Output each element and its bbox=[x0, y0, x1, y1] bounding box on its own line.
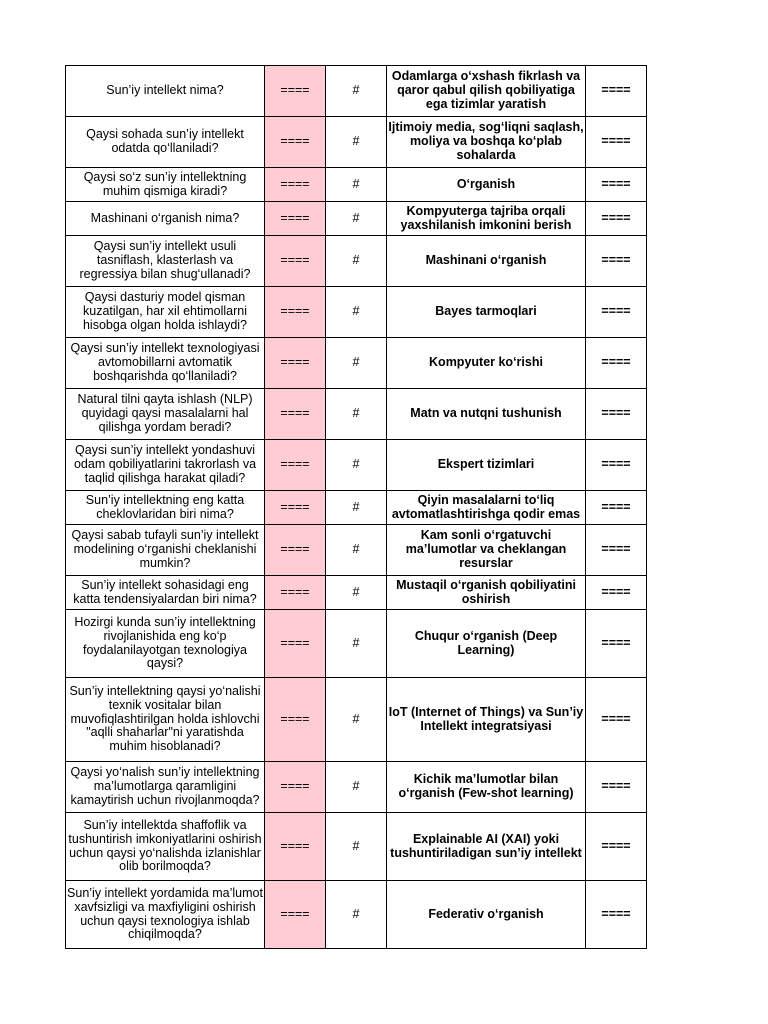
separator-cell: ==== bbox=[265, 202, 326, 236]
table-row bbox=[66, 236, 647, 287]
separator-cell: ==== bbox=[265, 66, 326, 117]
hash-cell: # bbox=[326, 491, 387, 525]
hash-cell: # bbox=[326, 117, 387, 168]
quiz-table-body bbox=[66, 66, 647, 949]
hash-cell: # bbox=[326, 525, 387, 576]
hash-cell: # bbox=[326, 287, 387, 338]
hash-cell: # bbox=[326, 576, 387, 610]
question-cell: Qaysi sabab tufayli sun’iy intellekt modelining o‘rganishi cheklanishi mumkin? bbox=[66, 525, 265, 576]
separator-cell: ==== bbox=[586, 576, 647, 610]
separator-cell: ==== bbox=[586, 287, 647, 338]
hash-cell: # bbox=[326, 66, 387, 117]
question-cell: Sun’iy intellekt sohasidagi eng katta tendensiyalardan biri nima? bbox=[66, 576, 265, 610]
separator-cell: ==== bbox=[265, 525, 326, 576]
answer-cell: Kompyuter ko‘rishi bbox=[387, 338, 586, 389]
separator-cell: ==== bbox=[265, 881, 326, 949]
separator-cell: ==== bbox=[586, 881, 647, 949]
separator-cell: ==== bbox=[586, 168, 647, 202]
hash-cell: # bbox=[326, 389, 387, 440]
hash-cell: # bbox=[326, 168, 387, 202]
separator-cell: ==== bbox=[586, 202, 647, 236]
answer-cell: Mashinani o‘rganish bbox=[387, 236, 586, 287]
separator-cell: ==== bbox=[586, 66, 647, 117]
question-cell: Mashinani o‘rganish nima? bbox=[66, 202, 265, 236]
hash-cell: # bbox=[326, 338, 387, 389]
separator-cell: ==== bbox=[265, 287, 326, 338]
separator-cell: ==== bbox=[265, 491, 326, 525]
quiz-table bbox=[65, 65, 647, 949]
table-row bbox=[66, 678, 647, 762]
table-row bbox=[66, 202, 647, 236]
separator-cell: ==== bbox=[265, 678, 326, 762]
table-row bbox=[66, 117, 647, 168]
answer-cell: O‘rganish bbox=[387, 168, 586, 202]
separator-cell: ==== bbox=[586, 610, 647, 678]
hash-cell: # bbox=[326, 610, 387, 678]
answer-cell: Bayes tarmoqlari bbox=[387, 287, 586, 338]
separator-cell: ==== bbox=[265, 762, 326, 813]
answer-cell: Kichik ma’lumotlar bilan o‘rganish (Few-shot learning) bbox=[387, 762, 586, 813]
separator-cell: ==== bbox=[586, 338, 647, 389]
separator-cell: ==== bbox=[586, 491, 647, 525]
table-row bbox=[66, 813, 647, 881]
table-row bbox=[66, 440, 647, 491]
question-cell: Qaysi sun’iy intellekt yondashuvi odam qobiliyatlarini takrorlash va taqlid qilishga harakat qiladi? bbox=[66, 440, 265, 491]
question-cell: Qaysi yo‘nalish sun’iy intellektning ma’lumotlarga qaramligini kamaytirish uchun rivojlanmoqda? bbox=[66, 762, 265, 813]
separator-cell: ==== bbox=[265, 440, 326, 491]
separator-cell: ==== bbox=[265, 236, 326, 287]
answer-cell: Explainable AI (XAI) yoki tushuntiriladigan sun’iy intellekt bbox=[387, 813, 586, 881]
hash-cell: # bbox=[326, 813, 387, 881]
separator-cell: ==== bbox=[265, 576, 326, 610]
answer-cell: Kam sonli o‘rgatuvchi ma’lumotlar va cheklangan resurslar bbox=[387, 525, 586, 576]
answer-cell: Mustaqil o‘rganish qobiliyatini oshirish bbox=[387, 576, 586, 610]
hash-cell: # bbox=[326, 762, 387, 813]
table-row bbox=[66, 881, 647, 949]
table-row bbox=[66, 762, 647, 813]
question-cell: Sun’iy intellektda shaffoflik va tushuntirish imkoniyatlarini oshirish uchun qaysi yo‘nalishda izlanishlar olib borilmoqda? bbox=[66, 813, 265, 881]
table-row bbox=[66, 525, 647, 576]
separator-cell: ==== bbox=[586, 389, 647, 440]
separator-cell: ==== bbox=[586, 440, 647, 491]
separator-cell: ==== bbox=[586, 117, 647, 168]
question-cell: Qaysi sun’iy intellekt texnologiyasi avtomobillarni avtomatik boshqarishda qo‘llaniladi? bbox=[66, 338, 265, 389]
question-cell: Sun’iy intellekt nima? bbox=[66, 66, 265, 117]
answer-cell: Qiyin masalalarni to‘liq avtomatlashtirishga qodir emas bbox=[387, 491, 586, 525]
answer-cell: Chuqur o‘rganish (Deep Learning) bbox=[387, 610, 586, 678]
table-row bbox=[66, 168, 647, 202]
separator-cell: ==== bbox=[265, 813, 326, 881]
question-cell: Hozirgi kunda sun’iy intellektning rivojlanishida eng ko‘p foydalanilayotgan texnologiya qaysi? bbox=[66, 610, 265, 678]
question-cell: Sun’iy intellekt yordamida ma’lumot xavfsizligi va maxfiyligini oshirish uchun qaysi texnologiya ishlab chiqilmoqda? bbox=[66, 881, 265, 949]
separator-cell: ==== bbox=[586, 762, 647, 813]
table-row bbox=[66, 576, 647, 610]
hash-cell: # bbox=[326, 440, 387, 491]
question-cell: Qaysi sun’iy intellekt usuli tasniflash, klasterlash va regressiya bilan shug‘ullanadi? bbox=[66, 236, 265, 287]
question-cell: Qaysi dasturiy model qisman kuzatilgan, har xil ehtimollarni hisobga olgan holda ishlaydi? bbox=[66, 287, 265, 338]
separator-cell: ==== bbox=[586, 813, 647, 881]
separator-cell: ==== bbox=[265, 610, 326, 678]
answer-cell: Matn va nutqni tushunish bbox=[387, 389, 586, 440]
separator-cell: ==== bbox=[265, 117, 326, 168]
table-row bbox=[66, 287, 647, 338]
question-cell: Natural tilni qayta ishlash (NLP) quyidagi qaysi masalalarni hal qilishga yordam beradi? bbox=[66, 389, 265, 440]
separator-cell: ==== bbox=[586, 678, 647, 762]
hash-cell: # bbox=[326, 678, 387, 762]
answer-cell: IoT (Internet of Things) va Sun’iy Intellekt integratsiyasi bbox=[387, 678, 586, 762]
table-row bbox=[66, 338, 647, 389]
question-cell: Sun’iy intellektning eng katta cheklovlaridan biri nima? bbox=[66, 491, 265, 525]
answer-cell: Federativ o‘rganish bbox=[387, 881, 586, 949]
table-row bbox=[66, 389, 647, 440]
hash-cell: # bbox=[326, 202, 387, 236]
table-row bbox=[66, 610, 647, 678]
separator-cell: ==== bbox=[265, 168, 326, 202]
table-row bbox=[66, 491, 647, 525]
answer-cell: Ijtimoiy media, sog‘liqni saqlash, moliya va boshqa ko‘plab sohalarda bbox=[387, 117, 586, 168]
separator-cell: ==== bbox=[586, 525, 647, 576]
question-cell: Qaysi so‘z sun’iy intellektning muhim qismiga kiradi? bbox=[66, 168, 265, 202]
separator-cell: ==== bbox=[265, 389, 326, 440]
question-cell: Qaysi sohada sun’iy intellekt odatda qo‘llaniladi? bbox=[66, 117, 265, 168]
hash-cell: # bbox=[326, 236, 387, 287]
answer-cell: Ekspert tizimlari bbox=[387, 440, 586, 491]
separator-cell: ==== bbox=[586, 236, 647, 287]
answer-cell: Kompyuterga tajriba orqali yaxshilanish imkonini berish bbox=[387, 202, 586, 236]
answer-cell: Odamlarga o‘xshash fikrlash va qaror qabul qilish qobiliyatiga ega tizimlar yaratish bbox=[387, 66, 586, 117]
question-cell: Sun’iy intellektning qaysi yo‘nalishi texnik vositalar bilan muvofiqlashtirilgan holda ishlovchi "aqlli shaharlar"ni yaratishda muhim hisoblanadi? bbox=[66, 678, 265, 762]
separator-cell: ==== bbox=[265, 338, 326, 389]
table-row bbox=[66, 66, 647, 117]
hash-cell: # bbox=[326, 881, 387, 949]
